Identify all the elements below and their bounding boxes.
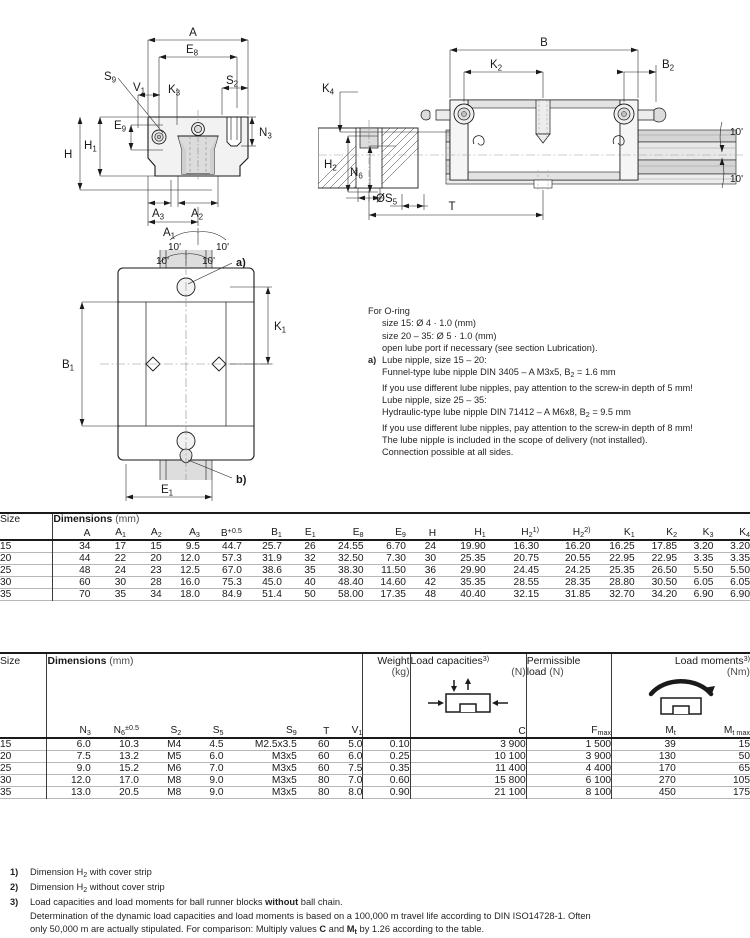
table1-cell: 51.4	[262, 589, 282, 600]
table1-cell: 28.55	[513, 577, 540, 588]
table2-cell: 5.0	[348, 739, 363, 750]
table2-cell-fmax: 1 500	[526, 738, 611, 751]
table1-cell: 75.3	[222, 577, 242, 588]
table2-cell: 12.0	[47, 775, 91, 787]
table2-cell: 6.0	[47, 738, 91, 751]
table2-moments-unit: (Nm)	[612, 667, 750, 678]
notes-block	[368, 305, 748, 459]
table2-cell-c: 15 800	[410, 775, 526, 787]
table2-cell-c: 11 400	[410, 763, 526, 775]
table1-cell: 34.20	[651, 589, 678, 600]
dim-label-H: H	[64, 149, 73, 161]
table2-cell-mtmax: 50	[738, 751, 750, 762]
table2-colhdr-Mtmax: $M_{t max}$	[723, 725, 750, 737]
table1-cell: 24.55	[338, 541, 364, 552]
table1-colhdr-H: H	[428, 528, 437, 539]
table2-colhdr-V1: $V_1$	[351, 725, 363, 737]
table2-cell: 6.0	[209, 751, 224, 762]
table1-cell: 17.85	[651, 541, 678, 552]
table1-cell: 28.80	[609, 577, 635, 588]
table1-cell: 20.55	[565, 553, 591, 564]
dim-label-angle-tv-left: 10'	[156, 256, 170, 267]
table2-colhdr-N3: $N_3$	[47, 723, 91, 738]
table1-cell: 31.9	[262, 553, 282, 564]
table2-cell-mt: 130	[612, 751, 676, 763]
table1-row3-size: 30	[0, 577, 12, 588]
table1-row2-size: 25	[0, 565, 12, 576]
table1-cell: 16.25	[609, 541, 635, 552]
table1-cell: 7.30	[386, 553, 406, 564]
table1-cell: 22	[114, 553, 127, 564]
table1-cell: 25.35	[460, 553, 486, 564]
table2-cell-weight: 0.10	[363, 738, 410, 751]
table1-cell: 70	[53, 589, 91, 601]
table1-cell: 11.50	[381, 565, 406, 576]
dim-label-angle-right: 10'	[216, 242, 230, 250]
table2-pictogram-row	[0, 678, 750, 723]
table-row	[0, 738, 750, 751]
table2-cell: M5	[167, 751, 182, 762]
dim-label-H2: $H_2$	[324, 159, 337, 173]
table2-cell: 10.3	[119, 739, 139, 750]
table2-cell: M3x5	[271, 775, 297, 786]
table2-group-header-row	[0, 653, 750, 667]
table1-cell: 32.50	[338, 553, 364, 564]
table1-cell: 60	[53, 577, 91, 589]
table2-colhdr-N6: $N_6^{\pm 0.5}$	[113, 723, 139, 737]
table1-cell: 6.70	[386, 541, 406, 552]
table2-cell-fmax: 3 900	[526, 751, 611, 763]
front-view-svg	[0, 0, 360, 250]
footnote-3	[8, 896, 748, 938]
table1-cell: 12.5	[180, 565, 200, 576]
lube-line-6: The lube nipple is included in the scope of delivery (not installed).	[382, 434, 648, 445]
table1-cell: 25.7	[262, 541, 282, 552]
table1-cell: 6.05	[730, 577, 750, 588]
table1-bottom-rule-row	[0, 601, 750, 604]
table1-cell: 31.85	[565, 589, 591, 600]
table1-cell: 30	[114, 577, 127, 588]
table2-moments-header: Load moments$^{3)}$	[612, 653, 750, 667]
table2-cell-fmax: 8 100	[526, 787, 611, 799]
dim-label-K1: $K_1$	[274, 321, 287, 335]
table2-colhdr-Mt: $M_t$	[612, 723, 676, 738]
table2-cell: 6.0	[348, 751, 363, 762]
table1-cell: 22.95	[651, 553, 678, 564]
dim-label-B1: $B_1$	[62, 359, 75, 373]
table1-cell: 32.15	[513, 589, 540, 600]
table1-colhdr-H1: $H_1$	[474, 527, 486, 539]
table1-cell: 48.40	[338, 577, 364, 588]
callout-b: b)	[236, 474, 247, 486]
table1-cell: 50	[304, 589, 316, 600]
table2-cell: 17.0	[119, 775, 139, 786]
table1-colhdr-B: $B^{+0.5}$	[220, 526, 242, 539]
table1-colhdr-spacer	[0, 525, 53, 540]
dim-label-E9: $E_9$	[114, 120, 127, 134]
table2-cell: 80	[318, 787, 330, 798]
table2-cell: M4	[167, 739, 182, 750]
table2-cell-mtmax: 175	[733, 787, 750, 798]
table1-cell: 26.50	[651, 565, 678, 576]
table1-dimensions-header: Dimensions (mm)	[53, 513, 750, 525]
front-view-drawing	[0, 0, 360, 250]
table1-cell: 18.0	[180, 589, 200, 600]
table-row	[0, 751, 750, 763]
dim-label-V1: $V_1$	[133, 82, 146, 96]
table2-cell: 9.0	[47, 763, 91, 775]
table2-cell: M3x5	[271, 751, 297, 762]
footnotes-block	[8, 866, 748, 938]
dim-label-A: A	[189, 27, 197, 39]
dim-label-S9: $S_9$	[104, 71, 117, 85]
table1-cell: 26	[304, 541, 316, 552]
lube-line-4: Hydraulic-type lube nipple DIN 71412 – A M6x8, $B_2 = 9.5$ mm	[382, 407, 631, 420]
table2-colhdr-S9: $S_9$	[285, 725, 297, 737]
load-moment-pictogram-cell	[612, 678, 750, 723]
table1-cell: 3.35	[730, 553, 750, 564]
lube-line-3: Lube nipple, size 25 – 35:	[382, 395, 487, 406]
table2-cell: M8	[167, 775, 182, 786]
table2-colhdr-S5: $S_5$	[212, 725, 224, 737]
side-view-left-dims	[318, 120, 448, 225]
table1-cell: 16.20	[565, 541, 591, 552]
table1-cell: 17.35	[380, 589, 406, 600]
table2-dimensions-header: Dimensions (mm)	[47, 653, 363, 678]
table1-column-header-row	[0, 525, 750, 540]
table1-cell: 20	[150, 553, 162, 564]
table1-cell: 6.90	[730, 589, 750, 600]
table2-loadcap-unit: (N)	[410, 667, 526, 678]
table1-cell: 28.35	[565, 577, 591, 588]
table1-cell: 30.50	[651, 577, 678, 588]
table1-cell: 24.25	[565, 565, 591, 576]
footnote-2-text: Dimension $H_2$ without cover strip	[30, 882, 165, 895]
table1-cell: 32	[304, 553, 316, 564]
table-row	[0, 787, 750, 799]
table1-cell: 42	[424, 577, 437, 588]
table1-colhdr-H2-2: $H_2^{2)}$	[572, 525, 591, 539]
table1-cell: 24	[114, 565, 127, 576]
table1-cell: 24.45	[513, 565, 540, 576]
table-row	[0, 775, 750, 787]
dimensions-table-2	[0, 652, 750, 802]
table1-row0-size: 15	[0, 541, 12, 552]
table2-cell: 7.5	[348, 763, 363, 774]
table2-cell: 20.5	[119, 787, 139, 798]
table2-cell: 4.5	[209, 739, 224, 750]
table2-cell-fmax: 6 100	[526, 775, 611, 787]
dimensions-table-1	[0, 512, 750, 604]
side-view-left-dims-svg	[318, 120, 448, 225]
table1-cell: 20.75	[513, 553, 540, 564]
table2-cell: 15.2	[119, 763, 139, 774]
table2-cell-c: 10 100	[410, 751, 526, 763]
table1-colhdr-B1: $B_1$	[271, 527, 282, 539]
table1-cell: 16.0	[180, 577, 200, 588]
table2-colhdr-S2: $S_2$	[170, 725, 182, 737]
table1-cell: 15	[150, 541, 162, 552]
table1-group-header-row	[0, 513, 750, 525]
table1-cell: 35.35	[460, 577, 486, 588]
table2-cell: M3x5	[271, 763, 297, 774]
table-row	[0, 565, 750, 577]
table1-colhdr-H2-1: $H_2^{1)}$	[521, 525, 540, 539]
table1-cell: 57.3	[222, 553, 242, 564]
table1-colhdr-K2: $K_2$	[666, 527, 678, 539]
load-capacity-icon	[416, 678, 520, 720]
table2-cell-weight: 0.90	[363, 787, 410, 799]
table2-row1-size: 20	[0, 751, 12, 762]
table1-cell: 6.90	[693, 589, 714, 600]
dim-label-angle-tv-right: 10'	[202, 256, 216, 267]
table2-row4-size: 35	[0, 787, 12, 798]
table-row	[0, 589, 750, 601]
table1-cell: 25.35	[609, 565, 635, 576]
load-capacity-pictogram-cell	[410, 678, 526, 723]
table-row	[0, 763, 750, 775]
lube-line-0: Lube nipple, size 15 – 20:	[382, 355, 487, 366]
footnote-1-text: Dimension $H_2$ with cover strip	[30, 867, 152, 879]
table2-colhdr-weight	[363, 723, 410, 738]
footnote-1	[8, 866, 748, 881]
footnote-3-line-3: only 50,000 m are actually stipulated. For comparison: Multiply values C and $M_t$ by 1.26 according to the table.	[30, 923, 485, 936]
table1-cell: 84.9	[222, 589, 242, 600]
dimensions-table-2-zone	[0, 652, 750, 802]
table2-cell: 13.2	[119, 751, 139, 762]
table1-colhdr-K1: $K_1$	[623, 527, 635, 539]
table1-cell: 23	[150, 565, 162, 576]
table1-colhdr-A1: $A_1$	[115, 527, 127, 539]
lube-line-1: Funnel-type lube nipple DIN 3405 – A M3x5, $B_2 = 1.6$ mm	[382, 367, 616, 380]
table1-row4-size: 35	[0, 589, 12, 600]
table1-cell: 58.00	[338, 589, 364, 600]
dim-label-K2: $K_2$	[489, 59, 503, 73]
top-view-drawing	[60, 250, 360, 512]
oring-line-1: size 20 – 35: Ø 5 · 1.0 (mm)	[382, 330, 497, 341]
table2-cell: 9.0	[209, 787, 224, 798]
footnote-1-marker: 1)	[10, 867, 19, 877]
dim-label-K4: $K_4$	[322, 83, 335, 97]
table1-cell: 44.7	[222, 541, 242, 552]
table1-colhdr-A3: $A_3$	[189, 527, 200, 539]
table2-cell: 80	[318, 775, 330, 786]
dim-label-N3: $N_3$	[259, 127, 272, 141]
table1-cell: 40.40	[460, 589, 486, 600]
table2-row0-size: 15	[0, 739, 12, 750]
table-row	[0, 553, 750, 565]
table1-cell: 34	[150, 589, 162, 600]
table1-cell: 17	[114, 541, 127, 552]
dim-label-B2: $B_2$	[662, 59, 675, 73]
footnote-3-marker: 3)	[10, 897, 19, 908]
dim-label-angle-upper: 10'	[730, 127, 744, 138]
table1-cell: 38.6	[262, 565, 282, 576]
lube-line-7: Connection possible at all sides.	[382, 447, 514, 458]
table1-colhdr-A: A	[53, 525, 91, 540]
table1-cell: 28	[150, 577, 162, 588]
table2-cell: M6	[167, 763, 182, 774]
oring-line-0: size 15: Ø 4 · 1.0 (mm)	[382, 318, 476, 329]
table1-colhdr-E9: $E_9$	[395, 527, 406, 539]
table2-colhdr-Fmax: $F_{max}$	[526, 723, 611, 738]
table1-cell: 40	[304, 577, 316, 588]
table1-row1-size: 20	[0, 553, 12, 564]
table1-cell: 48	[424, 589, 437, 600]
table2-cell: M8	[167, 787, 182, 798]
table1-cell: 3.20	[693, 541, 714, 552]
table1-colhdr-E1: $E_1$	[304, 527, 316, 539]
table1-cell: 6.05	[693, 577, 714, 588]
dim-label-B: B	[540, 37, 548, 49]
lube-note-a	[368, 354, 748, 366]
table1-cell: 35	[304, 565, 316, 576]
table2-cell: 8.0	[348, 787, 363, 798]
dim-label-T: T	[448, 201, 456, 213]
table2-size-header: Size	[0, 656, 21, 667]
table1-cell: 44	[53, 553, 91, 565]
table1-cell: 24	[424, 541, 437, 552]
table1-size-header: Size	[0, 514, 21, 525]
lube-line-5: If you use different lube nipples, pay attention to the screw-in depth of 8 mm!	[382, 422, 693, 433]
table-row	[0, 540, 750, 553]
table1-colhdr-K3: $K_3$	[702, 527, 714, 539]
table1-cell: 5.50	[693, 565, 714, 576]
table2-cell: 13.0	[47, 787, 91, 799]
table2-weight-unit: (kg)	[363, 667, 410, 678]
footnote-3-line-2: Determination of the dynamic load capacities and load moments is based on a 100,000 m travel life according to DIN ISO14728-1. Often	[30, 910, 591, 921]
table1-cell: 9.5	[185, 541, 200, 552]
dim-label-A1: $A_1$	[163, 227, 176, 241]
oring-line-2: open lube port if necessary (see section Lubrication).	[382, 342, 598, 353]
table2-cell: 60	[318, 739, 330, 750]
table1-cell: 29.90	[460, 565, 486, 576]
table2-cell-c: 21 100	[410, 787, 526, 799]
table2-cell-mt: 170	[612, 763, 676, 775]
table2-row2-size: 25	[0, 763, 12, 774]
dimensions-table-1-zone	[0, 512, 750, 632]
table2-cell-mtmax: 15	[738, 739, 750, 750]
table2-cell: 7.0	[348, 775, 363, 786]
table1-cell: 16.30	[513, 541, 540, 552]
dim-label-S2: $S_2$	[226, 75, 239, 89]
lube-note-marker: a)	[368, 355, 377, 366]
load-moment-icon	[629, 678, 733, 720]
table2-cell: M3x5	[271, 787, 297, 798]
table1-cell: 35	[114, 589, 127, 600]
table1-cell: 48	[53, 565, 91, 577]
table1-cell: 3.35	[693, 553, 714, 564]
table1-cell: 12.0	[180, 553, 200, 564]
table1-cell: 45.0	[262, 577, 282, 588]
table1-colhdr-A2: $A_2$	[150, 527, 162, 539]
table1-cell: 38.30	[338, 565, 364, 576]
table2-column-header-row	[0, 723, 750, 738]
table1-colhdr-K4: $K_4$	[739, 527, 750, 539]
top-view-svg	[60, 250, 360, 512]
table2-colhdr-C: C	[410, 723, 526, 738]
table2-bottom-rule-row	[0, 799, 750, 802]
table2-cell-mt: 450	[612, 787, 676, 799]
table1-colhdr-E8: $E_8$	[352, 527, 364, 539]
table1-cell: 5.50	[730, 565, 750, 576]
table2-colhdr-T: T	[323, 726, 330, 737]
dim-label-K3: $K_3$	[168, 84, 181, 98]
table2-cell: 60	[318, 751, 330, 762]
table1-cell: 30	[424, 553, 437, 564]
table2-cell-weight: 0.25	[363, 751, 410, 763]
table2-cell-mtmax: 65	[738, 763, 750, 774]
dim-label-angle-lower: 10'	[730, 174, 744, 185]
table2-cell: 9.0	[209, 775, 224, 786]
table-row	[0, 577, 750, 589]
table2-colhdr-spacer	[0, 723, 47, 738]
dim-label-E8: $E_8$	[185, 44, 199, 58]
table1-cell: 19.90	[460, 541, 486, 552]
table2-cell-fmax: 4 400	[526, 763, 611, 775]
callout-a: a)	[236, 257, 246, 269]
table1-cell: 22.95	[609, 553, 635, 564]
table2-loadcap-header: Load capacities$^{3)}$	[410, 653, 526, 667]
table1-cell: 14.60	[380, 577, 406, 588]
table2-cell-weight: 0.35	[363, 763, 410, 775]
table1-cell: 67.0	[222, 565, 242, 576]
table2-cell-mtmax: 105	[733, 775, 750, 786]
table2-cell: M2.5x3.5	[254, 739, 297, 750]
table2-cell: 7.0	[209, 763, 224, 774]
table2-cell-c: 3 900	[410, 738, 526, 751]
table2-cell-mt: 270	[612, 775, 676, 787]
lube-line-2: If you use different lube nipples, pay attention to the screw-in depth of 5 mm!	[382, 382, 693, 393]
table1-cell: 36	[424, 565, 437, 576]
oring-title: For O-ring	[368, 306, 410, 316]
dim-label-A3: $A_3$	[152, 208, 165, 222]
footnote-3-line-1: Load capacities and load moments for ball runner blocks without ball chain.	[30, 897, 343, 908]
table2-cell: 60	[318, 763, 330, 774]
table2-permissible-subheader: load (N)	[526, 667, 611, 678]
table1-cell: 32.70	[609, 589, 635, 600]
dim-label-N6: $N_6$	[350, 167, 363, 181]
dim-label-H1: $H_1$	[84, 140, 97, 154]
table2-cell-mt: 39	[612, 738, 676, 751]
table2-row3-size: 30	[0, 775, 12, 786]
dim-label-A2: $A_2$	[191, 208, 204, 222]
table2-cell-weight: 0.60	[363, 775, 410, 787]
table1-cell: 34	[53, 540, 91, 553]
dim-label-E1: $E_1$	[161, 484, 174, 498]
table1-cell: 3.20	[730, 541, 750, 552]
footnote-2-marker: 2)	[10, 882, 19, 893]
table2-permissible-header: Permissible	[526, 653, 611, 667]
dim-label-dia-S5: $ØS_5$	[376, 193, 398, 207]
footnote-2	[8, 881, 748, 896]
dim-label-angle-left: 10'	[168, 242, 182, 250]
table2-cell: 7.5	[47, 751, 91, 763]
table2-weight-header: Weight	[363, 653, 410, 667]
